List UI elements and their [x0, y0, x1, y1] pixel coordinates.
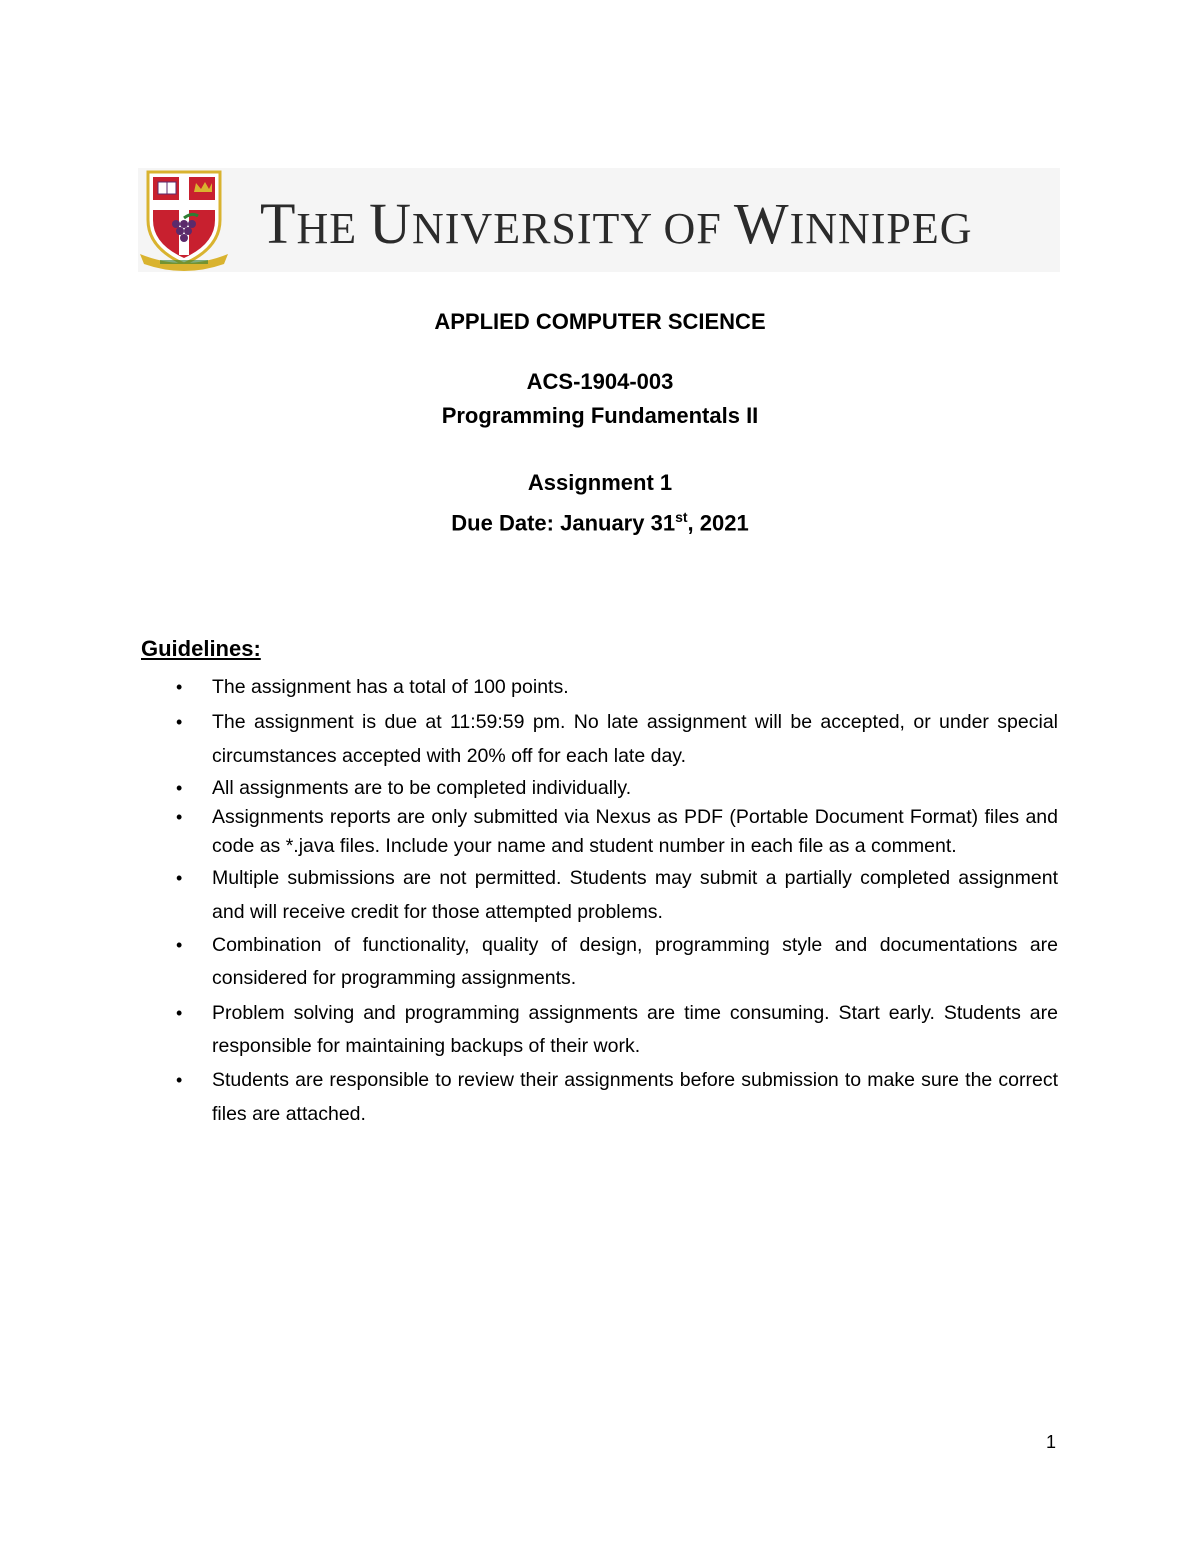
assignment-title: Assignment 1 [527, 470, 673, 495]
guideline-item [176, 1063, 1058, 1131]
course-block [0, 365, 1200, 433]
guideline-item [176, 803, 1058, 861]
page-number: 1 [1046, 1432, 1057, 1452]
course-name: Programming Fundamentals II [441, 403, 759, 428]
guideline-text: The assignment is due at 11:59:59 pm. No late assignment will be accepted, or under special circumstances accepted with 20% off for each late day. [212, 711, 1058, 767]
guideline-text: Multiple submissions are not permitted. Students may submit a partially completed assignment and will receive credit for those attempted problems. [212, 867, 1058, 923]
university-name [260, 191, 973, 257]
university-name-part-3: INNIPEG [789, 204, 973, 253]
guideline-item [176, 929, 1058, 995]
guidelines-list [0, 672, 1200, 1131]
due-date-prefix: Due Date: January 31 [451, 510, 676, 536]
bullet-icon: • [176, 1070, 183, 1090]
bullet-icon: • [176, 778, 183, 798]
bullet-icon: • [176, 677, 183, 697]
due-date [0, 500, 1200, 540]
guideline-item [176, 705, 1058, 773]
due-date-ordinal: st [675, 509, 688, 525]
bullet-icon: • [176, 712, 183, 732]
guideline-item [176, 672, 1058, 702]
university-name-part-1: HE [296, 204, 370, 253]
department-name: APPLIED COMPUTER SCIENCE [434, 309, 766, 334]
university-header [138, 168, 1060, 272]
guidelines-heading: Guidelines: [141, 636, 261, 661]
bullet-icon: • [176, 935, 183, 955]
guideline-text: Assignments reports are only submitted via Nexus as PDF (Portable Document Format) files and code as *.java files. Include your name and student number in each file as a comment. [212, 806, 1058, 857]
guideline-item [176, 773, 1058, 803]
guideline-text: Problem solving and programming assignments are time consuming. Start early. Students are responsible for maintaining backups of their work. [212, 1002, 1058, 1057]
university-crest-icon [140, 168, 228, 272]
bullet-icon: • [176, 868, 183, 888]
course-code: ACS-1904-003 [526, 369, 674, 394]
guideline-text: Combination of functionality, quality of design, programming style and documentations are considered for programming assignments. [212, 934, 1058, 989]
guideline-text: All assignments are to be completed individually. [212, 777, 632, 799]
guideline-text: The assignment has a total of 100 points. [212, 676, 569, 698]
guideline-item [176, 997, 1058, 1063]
guideline-text: Students are responsible to review their assignments before submission to make sure the correct files are attached. [212, 1069, 1058, 1125]
assignment-block [0, 466, 1200, 540]
bullet-icon: • [176, 1003, 183, 1023]
university-name-initial-w: W [733, 191, 790, 256]
bullet-icon: • [176, 807, 183, 827]
due-date-year: , 2021 [687, 510, 749, 536]
university-name-initial-u: U [369, 191, 412, 256]
university-name-initial-t: T [260, 191, 297, 256]
department-title [0, 305, 1200, 339]
guideline-item [176, 861, 1058, 929]
university-name-part-2: NIVERSITY OF [411, 204, 734, 253]
